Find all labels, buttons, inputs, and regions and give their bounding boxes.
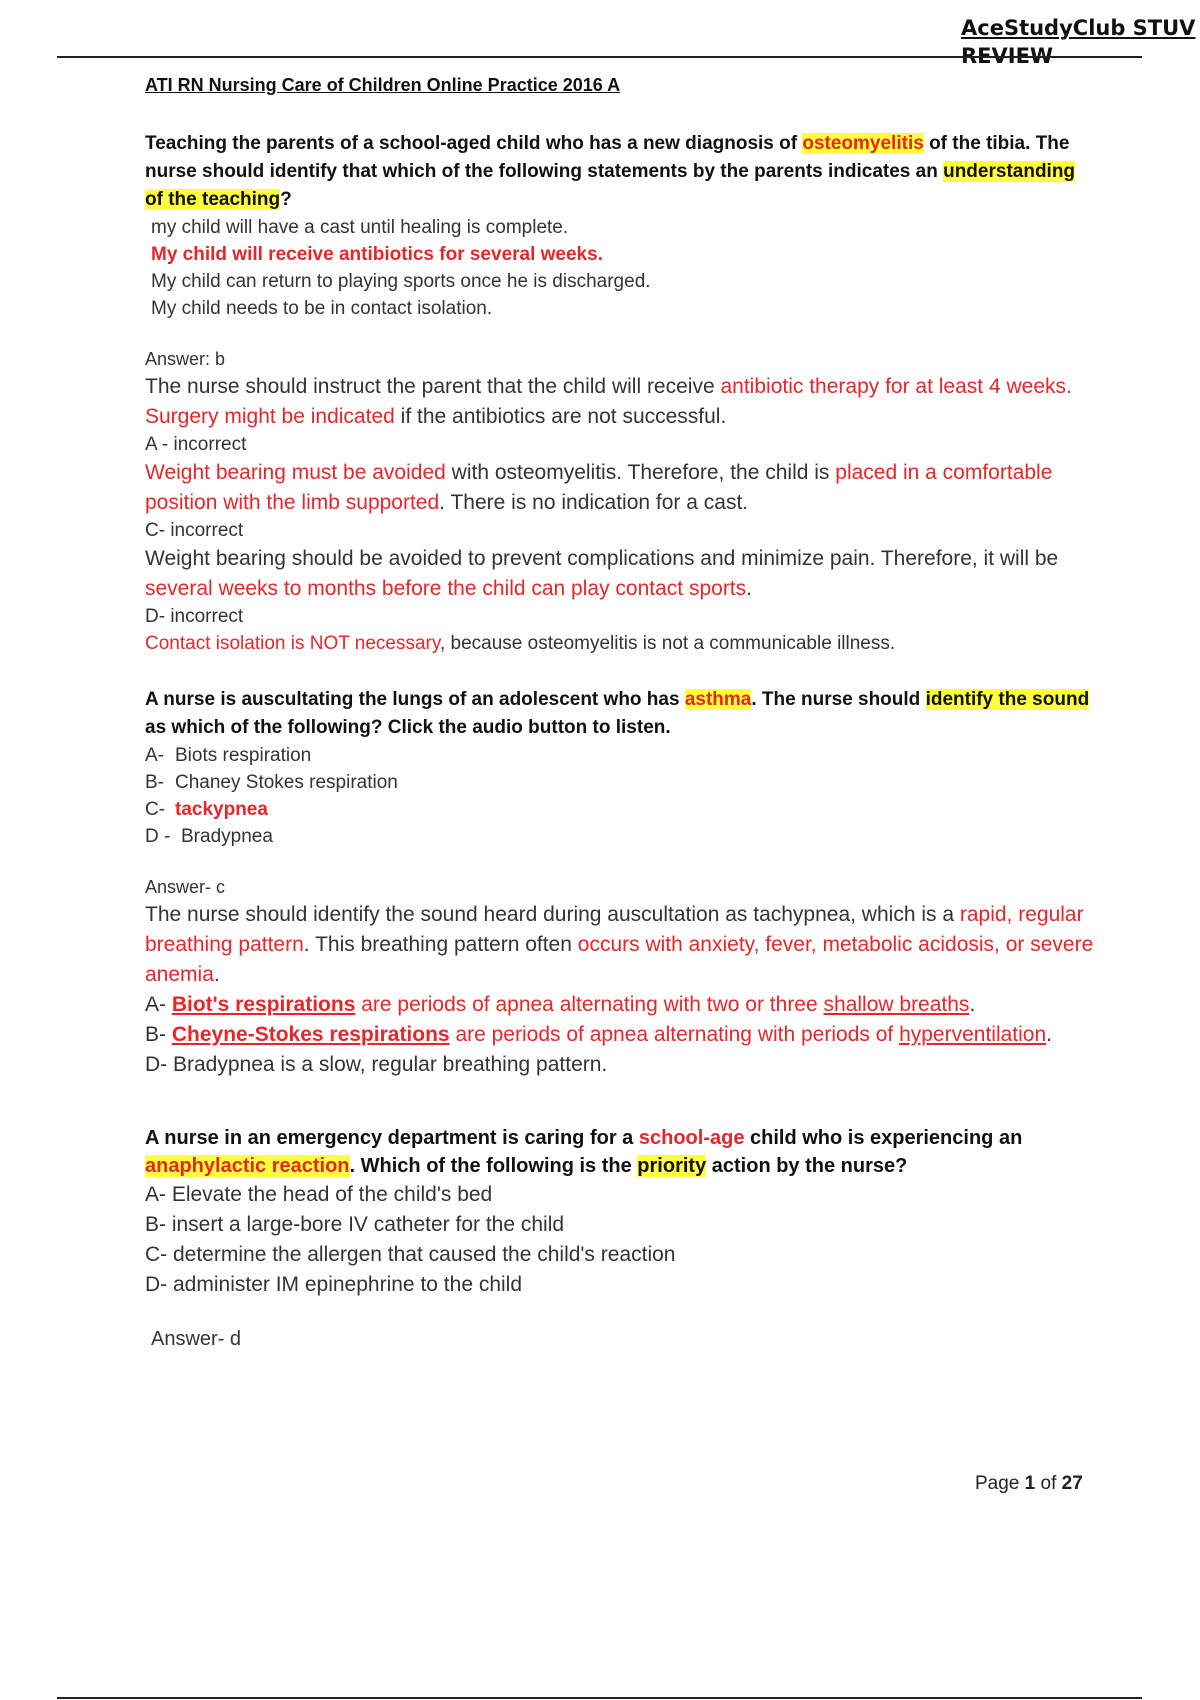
highlight: asthma	[684, 689, 752, 710]
option-d: My child needs to be in contact isolation.	[151, 298, 493, 319]
option-a: A- Elevate the head of the child's bed	[145, 1183, 493, 1206]
option-d-label: D- incorrect	[145, 606, 244, 627]
option-a: my child will have a cast until healing is complete.	[151, 217, 569, 238]
option-b-rationale: B- Cheyne-Stokes respirations are periods of apnea alternating with periods of hyperventilation.	[145, 1023, 1052, 1046]
highlight: understanding of the teaching	[145, 161, 1076, 210]
option-d: D - Bradypnea	[145, 826, 273, 847]
question-2-rationale: The nurse should identify the sound heard during auscultation as tachypnea, which is a rapid, regular breathing pattern. This breathing pattern often occurs with anxiety, fever, metabolic acidosis, or severe anemia.	[145, 903, 1094, 986]
question-2	[145, 686, 1095, 1080]
brand-header	[961, 14, 1195, 70]
option-c-label: C- incorrect	[145, 520, 244, 541]
question-3-answer: Answer- d	[151, 1328, 242, 1350]
option-b-correct: My child will receive antibiotics for several weeks.	[151, 244, 603, 265]
question-1-options	[145, 214, 1095, 322]
question-3-options	[145, 1180, 1095, 1300]
document-title: ATI RN Nursing Care of Children Online Practice 2016 A	[145, 75, 621, 95]
option-d-correct: D- administer IM epinephrine to the child	[145, 1273, 523, 1296]
question-1	[145, 130, 1095, 658]
option-c: My child can return to playing sports once he is discharged.	[151, 271, 651, 292]
option-d-rationale: Contact isolation is NOT necessary, because osteomyelitis is not a communicable illness.	[145, 633, 896, 654]
brand-subtitle: REVIEW	[961, 44, 1054, 68]
option-a-label: A - incorrect	[145, 434, 247, 455]
question-2-stem: A nurse is auscultating the lungs of an adolescent who has asthma. The nurse should identify the sound as which of the following? Click the audio button to listen.	[145, 689, 1090, 738]
highlight: identify the sound	[925, 689, 1090, 710]
page-number: Page 1 of 27	[975, 1473, 1083, 1494]
question-2-options	[145, 742, 1095, 850]
footer-rule	[57, 1697, 1142, 1699]
option-a-rationale: Weight bearing must be avoided with osteomyelitis. Therefore, the child is placed in a comfortable position with the limb supported. There is no indication for a cast.	[145, 461, 1053, 514]
question-1-stem: Teaching the parents of a school-aged child who has a new diagnosis of osteomyelitis of the tibia. The nurse should identify that which of the following statements by the parents indicates an understanding of the teaching?	[145, 133, 1076, 210]
highlight: anaphylactic reaction	[145, 1155, 350, 1177]
option-b: B- insert a large-bore IV catheter for the child	[145, 1213, 565, 1236]
option-d-rationale: D- Bradypnea is a slow, regular breathing pattern.	[145, 1053, 608, 1076]
highlight: osteomyelitis	[802, 133, 924, 154]
brand-name: AceStudyClub STUV	[961, 16, 1196, 40]
header-rule	[57, 56, 1142, 58]
option-a-rationale: A- Biot's respirations are periods of apnea alternating with two or three shallow breaths.	[145, 993, 976, 1016]
question-1-answer: Answer: b	[145, 349, 226, 369]
highlight: priority	[637, 1155, 707, 1177]
question-2-answer: Answer- c	[145, 877, 226, 897]
option-c-rationale: Weight bearing should be avoided to prevent complications and minimize pain. Therefore, it will be several weeks to months before the child can play contact sports.	[145, 547, 1059, 600]
document-body	[145, 72, 1095, 1352]
question-3	[145, 1124, 1095, 1352]
option-c-correct: C- tackypnea	[145, 799, 268, 820]
option-a: A- Biots respiration	[145, 745, 312, 766]
question-1-rationale: The nurse should instruct the parent that the child will receive antibiotic therapy for at least 4 weeks. Surgery might be indicated if the antibiotics are not successful.	[145, 375, 1072, 428]
question-3-stem: A nurse in an emergency department is caring for a school-age child who is experiencing an anaphylactic reaction. Which of the following is the priority action by the nurse?	[145, 1127, 1023, 1177]
option-c: C- determine the allergen that caused the child's reaction	[145, 1243, 676, 1266]
option-b: B- Chaney Stokes respiration	[145, 772, 398, 793]
